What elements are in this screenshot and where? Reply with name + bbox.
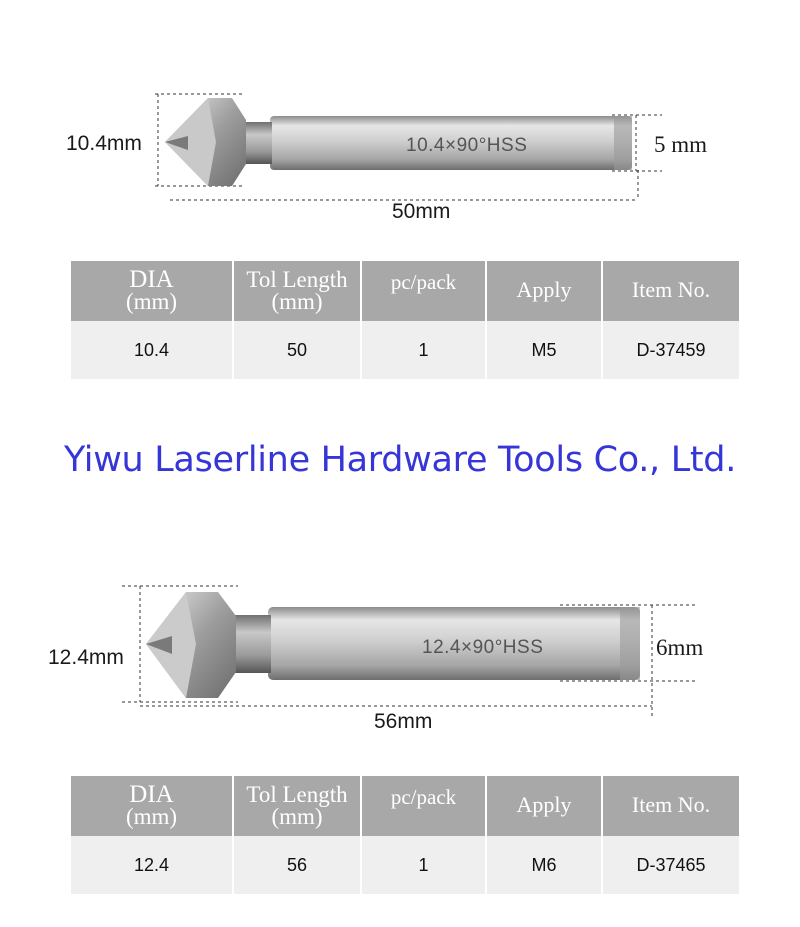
header-apply-title: Apply — [516, 276, 572, 302]
cell-apply: M6 — [486, 836, 602, 894]
shank-engraving: 10.4×90°HSS — [406, 135, 528, 156]
table-row — [71, 321, 739, 379]
header-item-no — [602, 261, 739, 321]
length-label: 50mm — [392, 200, 451, 223]
countersink-bit-drawing — [0, 574, 800, 784]
header-apply-title: Apply — [516, 791, 572, 817]
table-header-row — [71, 261, 739, 321]
header-apply — [486, 261, 602, 321]
header-dia — [71, 776, 233, 836]
header-apply — [486, 776, 602, 836]
header-pack — [361, 776, 486, 836]
cell-length: 50 — [233, 321, 361, 379]
tool-figure-1 — [0, 80, 800, 293]
cell-pack: 1 — [361, 321, 486, 379]
header-item-no-title: Item No. — [631, 791, 711, 817]
cell-pack: 1 — [361, 836, 486, 894]
cell-dia: 12.4 — [71, 836, 233, 894]
header-length-title: Tol Length — [246, 267, 348, 292]
shank-engraving: 12.4×90°HSS — [422, 637, 544, 658]
header-dia-unit: (mm) — [125, 289, 178, 314]
header-dia — [71, 261, 233, 321]
header-length — [233, 261, 361, 321]
table-header-row — [71, 776, 739, 836]
header-item-no-title: Item No. — [631, 276, 711, 302]
length-label: 56mm — [374, 710, 433, 733]
table-row — [71, 836, 739, 894]
header-length-unit: (mm) — [271, 804, 323, 829]
header-dia-unit: (mm) — [125, 804, 178, 829]
cell-item-no: D-37459 — [602, 321, 739, 379]
header-dia-title: DIA — [129, 781, 174, 808]
shank-diameter-label: 6mm — [656, 635, 704, 660]
cell-length: 56 — [233, 836, 361, 894]
header-pack-title: pc/pack — [390, 784, 457, 809]
header-pack — [361, 261, 486, 321]
tool-figure-2 — [0, 574, 800, 784]
header-length-unit: (mm) — [271, 289, 323, 314]
cell-dia: 10.4 — [71, 321, 233, 379]
header-dia-title: DIA — [129, 266, 174, 293]
cell-apply: M5 — [486, 321, 602, 379]
cell-item-no: D-37465 — [602, 836, 739, 894]
company-name: Yiwu Laserline Hardware Tools Co., Ltd. — [63, 440, 737, 480]
spec-table-1 — [71, 261, 739, 379]
diameter-label: 12.4mm — [48, 646, 124, 669]
header-length — [233, 776, 361, 836]
header-length-title: Tol Length — [246, 782, 348, 807]
header-pack-title: pc/pack — [390, 269, 457, 294]
countersink-bit-drawing — [0, 80, 800, 293]
spec-table-2 — [71, 776, 739, 894]
diameter-label: 10.4mm — [66, 132, 142, 155]
header-item-no — [602, 776, 739, 836]
shank-diameter-label: 5 mm — [654, 132, 708, 157]
